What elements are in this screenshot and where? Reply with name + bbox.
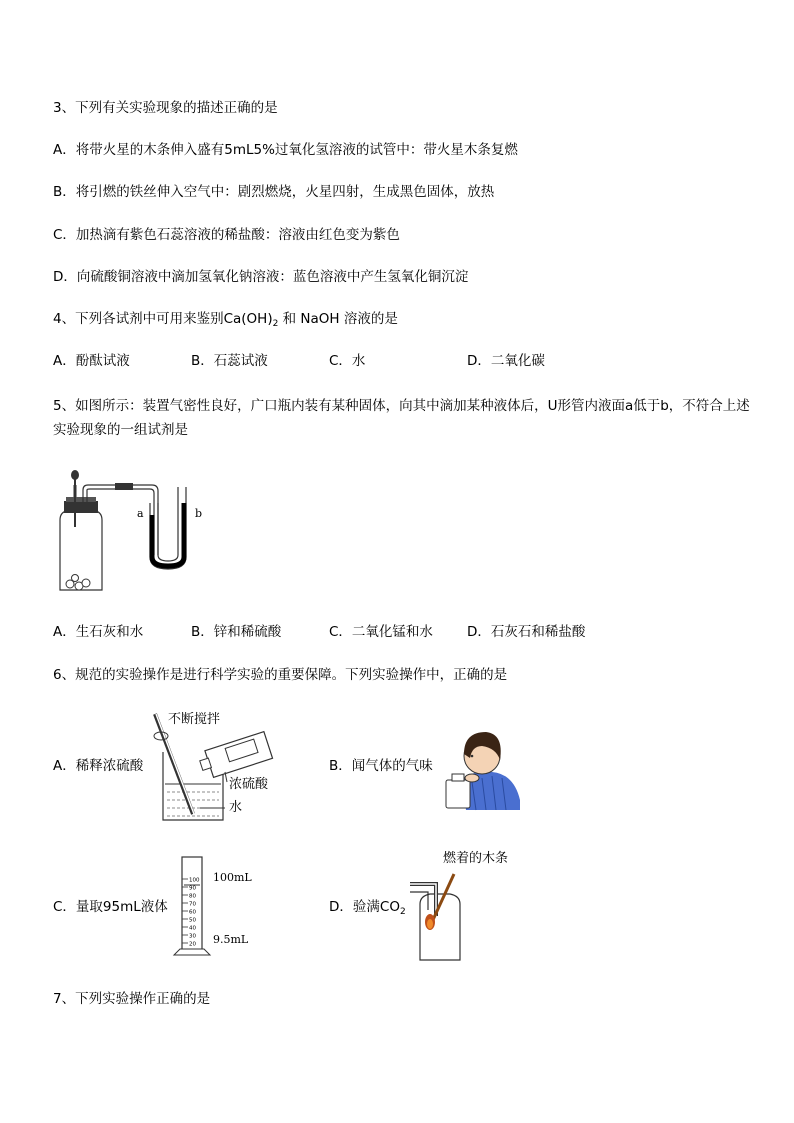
q6d-gas-bottle-figure (410, 870, 470, 965)
q6d-label-burning-stick: 燃着的木条 (443, 851, 509, 866)
question-7-stem: 7、下列实验操作正确的是 (53, 991, 211, 1007)
cylinder-tick-label: 90 (189, 885, 196, 892)
question-6-stem: 6、规范的实验操作是进行科学实验的重要保障。下列实验操作中，正确的是 (53, 667, 508, 683)
question-4-stem-tail: 和 NaOH 溶液的是 (278, 311, 398, 327)
question-4-stem (53, 310, 398, 333)
question-3-option-b: B．将引燃的铁丝伸入空气中：剧烈燃烧，火星四射，生成黑色固体，放热 (53, 184, 495, 200)
cylinder-tick-label: 60 (189, 909, 196, 916)
question-4-subscript: 2 (272, 319, 279, 329)
question-5-option-a: A．生石灰和水 (53, 624, 144, 640)
question-5-option-b: B．锌和稀硫酸 (191, 624, 282, 640)
question-6-option-d (329, 898, 406, 921)
q6b-smell-gas-figure (442, 720, 522, 810)
question-5-option-c: C．二氧化锰和水 (329, 624, 433, 640)
q6a-label-stir: 不断搅拌 (168, 712, 221, 727)
question-4-option-b: B．石蕊试液 (191, 353, 268, 369)
question-6-option-d-subscript: 2 (399, 907, 406, 917)
cylinder-tick-label: 30 (189, 933, 196, 940)
q6a-label-acid: 浓硫酸 (229, 777, 269, 792)
question-3-stem: 3、下列有关实验现象的描述正确的是 (53, 100, 278, 116)
question-4-option-c: C．水 (329, 353, 366, 369)
cylinder-tick-label: 20 (189, 941, 196, 948)
question-3-option-d: D．向硫酸铜溶液中滴加氢氧化钠溶液：蓝色溶液中产生氢氧化铜沉淀 (53, 269, 469, 285)
q5-apparatus-figure (50, 465, 220, 595)
question-6-option-a: A．稀释浓硫酸 (53, 758, 144, 774)
q6a-dilution-figure (145, 712, 295, 827)
cylinder-tick-label: 70 (189, 901, 196, 908)
q5-label-b: b (195, 507, 203, 520)
q5-label-a: a (137, 507, 144, 520)
question-4-option-d: D．二氧化碳 (467, 353, 545, 369)
cylinder-tick-label: 40 (189, 925, 196, 932)
q6a-label-water: 水 (229, 800, 243, 815)
question-4-option-a: A．酚酞试液 (53, 353, 130, 369)
question-5-stem: 5、如图所示：装置气密性良好，广口瓶内装有某种固体，向其中滴加某种液体后，U形管内液面a低于b，不符合上述实验现象的一组试剂是 (53, 398, 750, 438)
question-4-stem-text: 4、下列各试剂中可用来鉴别Ca(OH) (53, 311, 273, 327)
question-5-option-d: D．石灰石和稀盐酸 (467, 624, 586, 640)
question-6-option-b: B．闻气体的气味 (329, 758, 433, 774)
question-6-option-d-text: D．验满CO (329, 899, 400, 915)
q6c-label-9-5ml: 9.5mL (213, 933, 249, 946)
cylinder-tick-label: 100 (189, 877, 200, 884)
cylinder-tick-label: 80 (189, 893, 196, 900)
question-3-option-c: C．加热滴有紫色石蕊溶液的稀盐酸：溶液由红色变为紫色 (53, 227, 400, 243)
cylinder-tick-label: 50 (189, 917, 196, 924)
question-6-option-c: C．量取95mL液体 (53, 899, 168, 915)
q6c-label-100ml: 100mL (213, 871, 252, 884)
question-3-option-a: A．将带火星的木条伸入盛有5mL5%过氧化氢溶液的试管中：带火星木条复燃 (53, 142, 518, 158)
